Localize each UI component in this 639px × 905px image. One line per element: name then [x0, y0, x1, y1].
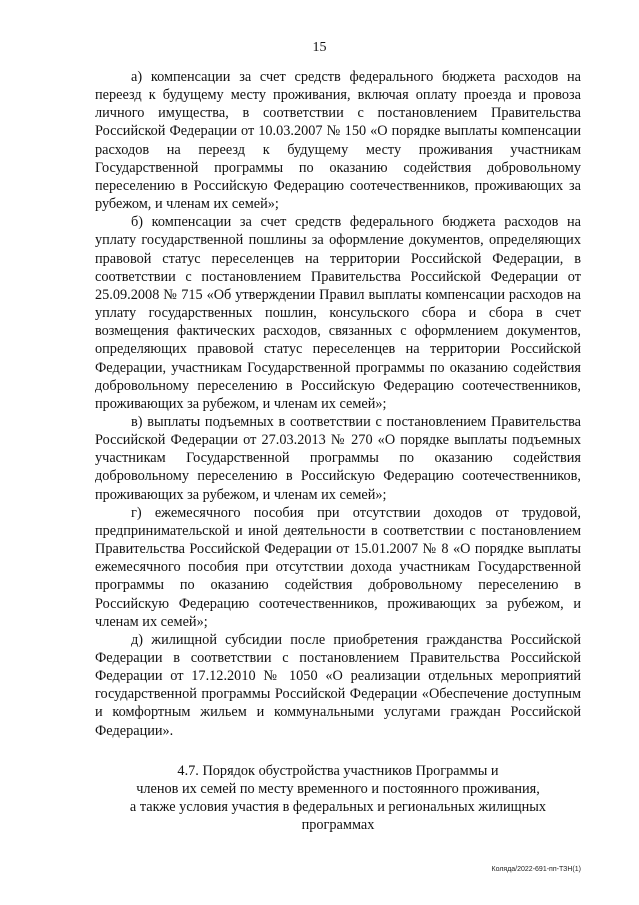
- paragraph-v: в) выплаты подъемных в соответствии с постановлением Правительства Российской Федерации от 27.03.2013 № 270 «О порядке выплаты подъемных участникам Государственной программы по оказанию содействия добровольному переселению в Российскую Федерацию соотечественников, проживающих за рубежом, и членам их семей»;: [95, 413, 581, 503]
- document-body: [95, 68, 581, 835]
- paragraph-g: г) ежемесячного пособия при отсутствии доходов от трудовой, предпринимательской и иной деятельности в соответствии с постановлением Правительства Российской Федерации от 15.01.2007 № 8 «О порядке выплаты ежемесячного пособия при отсутствии дохода участникам Государственной программы по оказанию содействия добровольному переселению в Российскую Федерацию соотечественников, проживающих за рубежом, и членам их семей»;: [95, 504, 581, 630]
- page-number: 15: [312, 40, 327, 55]
- paragraph-a: а) компенсации за счет средств федерального бюджета расходов на переезд к будущему месту проживания, включая оплату проезда и провоза личного имущества, в соответствии с постановлением Правительства Российской Федерации от 10.03.2007 № 150 «О порядке выплаты компенсации расходов на переезд к будущему месту проживания участникам Государственной программы по оказанию содействия добровольному переселению в Российскую Федерацию соотечественников, проживающих за рубежом, и членам их семей»;: [95, 69, 581, 213]
- section-heading: [95, 762, 581, 835]
- paragraph-d: д) жилищной субсидии после приобретения гражданства Российской Федерации в соответствии с постановлением Правительства Российской Федерации от 17.12.2010 № 1050 «О реализации отдельных мероприятий государственной программы Российской Федерации «Обеспечение доступным и комфортным жильем и коммунальными услугами граждан Российской Федерации».: [95, 631, 581, 739]
- heading-line: 4.7. Порядок обустройства участников Программы и: [177, 762, 499, 779]
- heading-line: а также условия участия в федеральных и региональных жилищных: [129, 799, 547, 816]
- heading-line: членов их семей по месту временного и постоянного проживания,: [136, 780, 540, 797]
- document-code: Коляда/2022-691-пп-ТЗН(1): [491, 866, 581, 873]
- paragraph-b: б) компенсации за счет средств федерального бюджета расходов на уплату государственной пошлины за оформление документов, определяющих правовой статус переселенцев на территории Российской Федерации, в соответствии с постановлением Правительства Российской Федерации от 25.09.2008 № 715 «Об утверждении Правил выплаты компенсации расходов на уплату государственных пошлин, консульского сбора и сбора в счет возмещения фактических расходов, связанных с оформлением документов, определяющих правовой статус переселенцев на территории Российской Федерации, участникам Государственной программы по оказанию содействия добровольному переселению в Российскую Федерацию соотечественников, проживающих за рубежом, и членам их семей»;: [95, 214, 581, 412]
- heading-line: программах: [301, 817, 375, 834]
